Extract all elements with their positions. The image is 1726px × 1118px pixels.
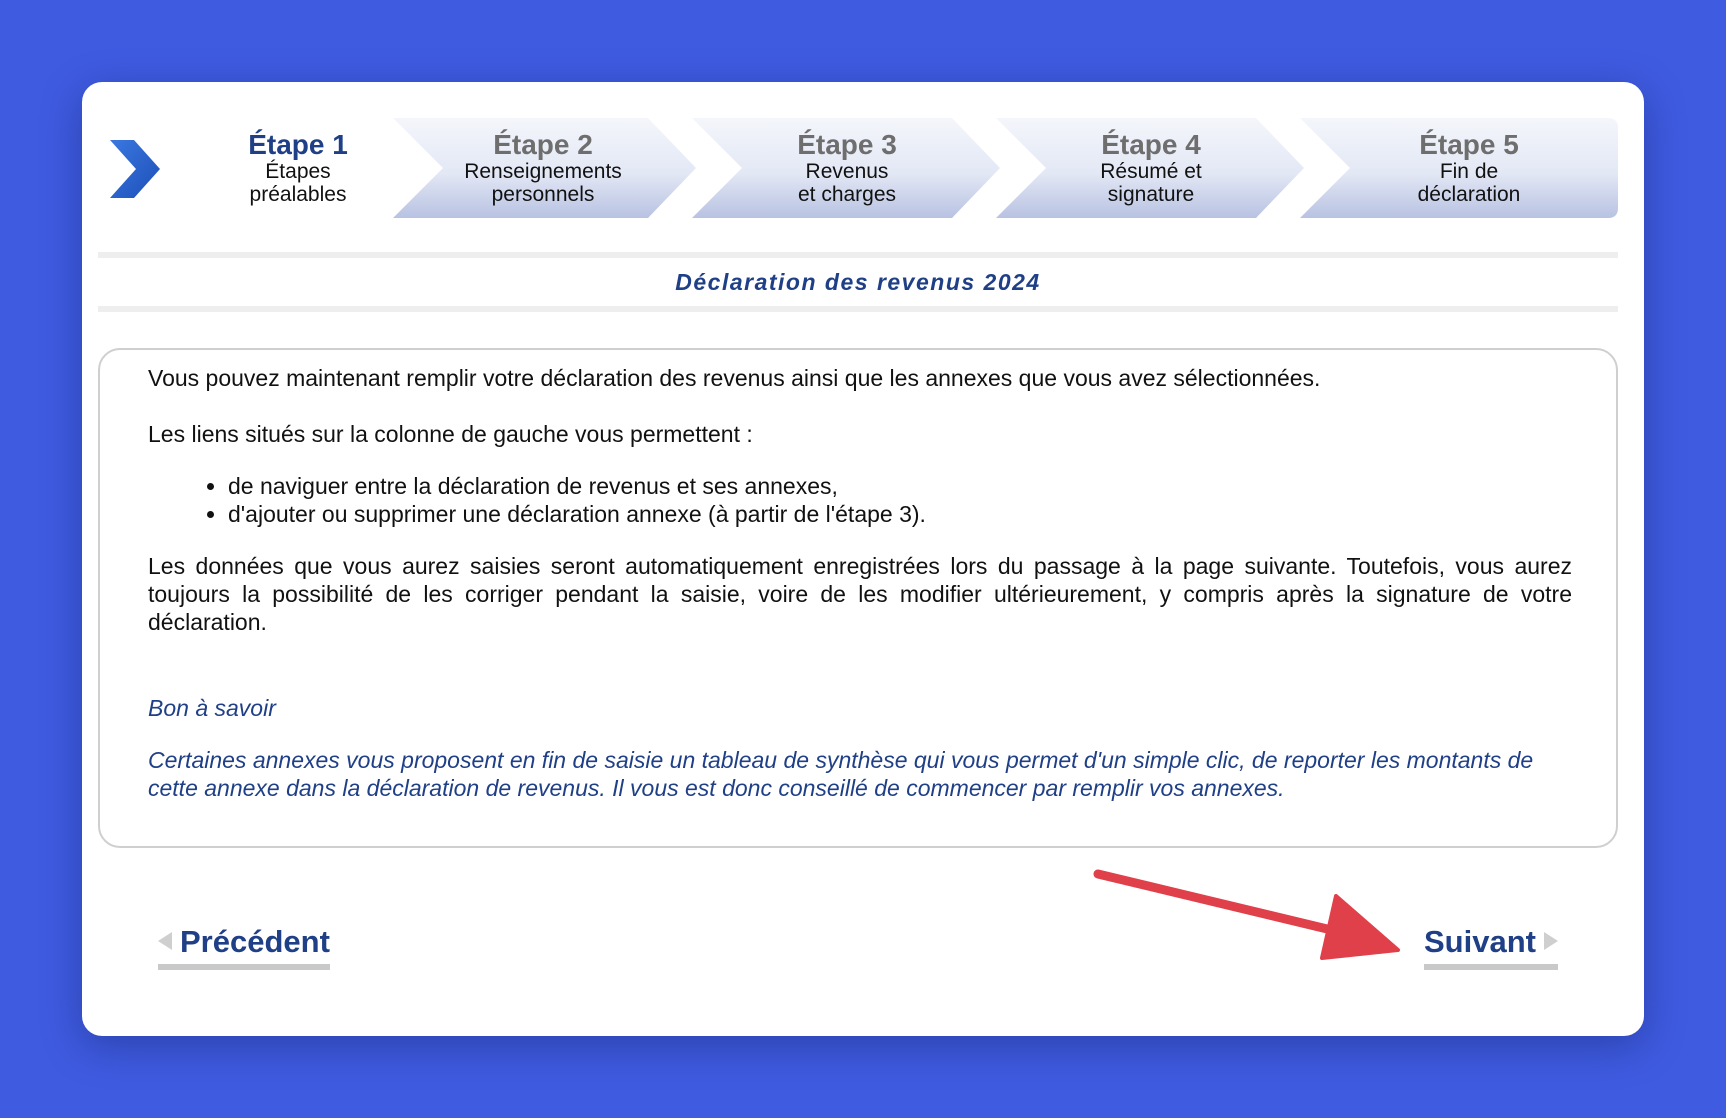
step-title: Étape 3	[797, 129, 897, 160]
step-1	[98, 118, 388, 218]
step-desc-line2: et charges	[797, 183, 897, 206]
step-desc-line1: Résumé et	[1100, 160, 1202, 183]
step-desc-line1: Revenus	[805, 160, 889, 183]
step-desc-line2: personnels	[491, 183, 595, 206]
step-5	[1300, 118, 1618, 218]
previous-underline	[158, 964, 330, 970]
next-label: Suivant	[1424, 924, 1536, 959]
previous-button[interactable]	[158, 924, 330, 960]
step-desc-line2: signature	[1107, 183, 1195, 206]
step-title: Étape 1	[248, 129, 348, 160]
instructions-box	[98, 348, 1618, 848]
links-paragraph: Les liens situés sur la colonne de gauche vous permettent :	[148, 421, 753, 447]
step-desc-line2: déclaration	[1417, 183, 1521, 206]
info-title: Bon à savoir	[148, 695, 276, 721]
previous-label: Précédent	[180, 924, 330, 959]
list-item: • d'ajouter ou supprimer une déclaration annexe (à partir de l'étape 3).	[228, 500, 1652, 528]
step-4	[996, 118, 1306, 218]
step-desc-line1: Fin de	[1439, 160, 1499, 183]
list-item: • de naviguer entre la déclaration de revenus et ses annexes,	[228, 472, 1652, 500]
step-desc-line1: Étapes	[265, 160, 331, 183]
step-title: Étape 5	[1419, 129, 1519, 160]
next-underline	[1424, 964, 1558, 970]
step-2	[388, 118, 698, 218]
info-text: Certaines annexes vous proposent en fin de saisie un tableau de synthèse qui vous permet d'un simple clic, de reporter les montants de cette annexe dans la déclaration de revenus. Il vous est donc conseillé de commencer par remplir vos annexes.	[148, 747, 1534, 801]
steps-bar	[98, 118, 1618, 218]
page-title: Déclaration des revenus 2024	[675, 269, 1041, 295]
triangle-left-icon	[158, 932, 172, 950]
links-list	[148, 472, 1652, 528]
page-title-bar	[98, 252, 1618, 312]
data-saving-paragraph: Les données que vous aurez saisies seront automatiquement enregistrées lors du passage à la page suivante. Toutefois, vous aurez toujours la possibilité de les corriger pendant la saisie, voire de les modifier ultérieurement, y compris après la signature de votre déclaration.	[148, 553, 1572, 635]
intro-paragraph: Vous pouvez maintenant remplir votre déclaration des revenus ainsi que les annexes que vous avez sélectionnées.	[148, 365, 1321, 391]
step-title: Étape 4	[1101, 129, 1201, 160]
triangle-right-icon	[1544, 932, 1558, 950]
step-desc-line1: Renseignements	[464, 160, 622, 183]
step-3	[692, 118, 1002, 218]
step-desc-line2: préalables	[249, 183, 347, 206]
next-button[interactable]	[1424, 924, 1558, 960]
step-title: Étape 2	[493, 129, 593, 160]
declaration-card	[82, 82, 1644, 1036]
